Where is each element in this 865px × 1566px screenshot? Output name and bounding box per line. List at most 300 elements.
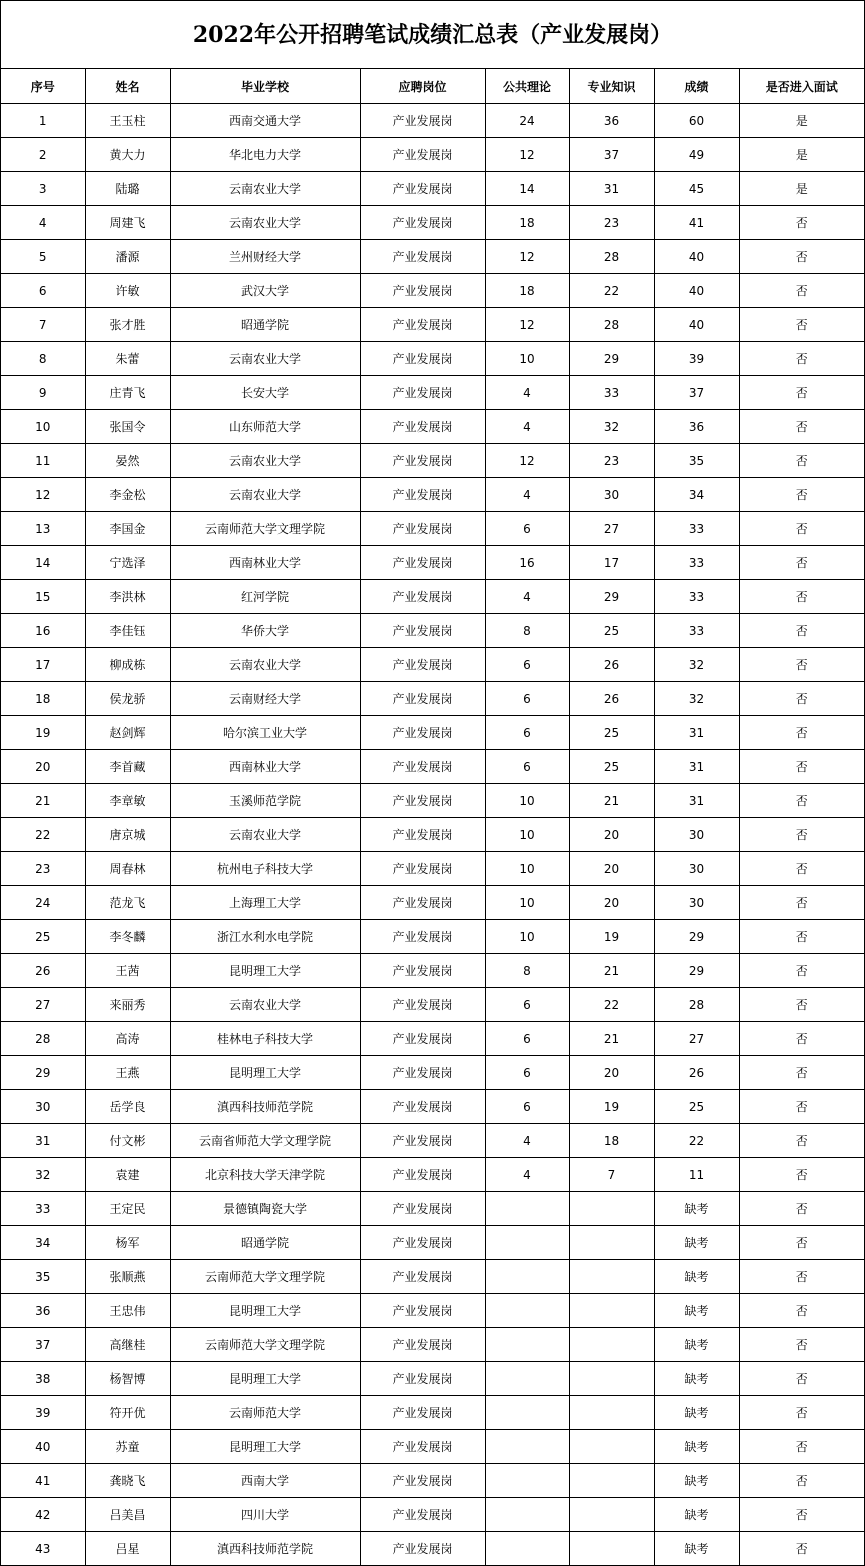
cell-no: 12 — [1, 478, 85, 512]
cell-interview: 否 — [739, 852, 864, 886]
cell-post: 产业发展岗 — [360, 240, 485, 274]
table-row — [1, 716, 864, 750]
cell-professional: 25 — [569, 716, 654, 750]
cell-no: 31 — [1, 1124, 85, 1158]
cell-interview: 否 — [739, 1226, 864, 1260]
cell-post: 产业发展岗 — [360, 682, 485, 716]
cell-post: 产业发展岗 — [360, 750, 485, 784]
table-row — [1, 444, 864, 478]
cell-school: 昭通学院 — [170, 1226, 360, 1260]
cell-public-theory: 6 — [485, 716, 569, 750]
cell-post: 产业发展岗 — [360, 886, 485, 920]
cell-interview: 是 — [739, 172, 864, 206]
cell-score: 30 — [654, 852, 739, 886]
cell-public-theory — [485, 1362, 569, 1396]
cell-professional — [569, 1260, 654, 1294]
cell-school: 云南农业大学 — [170, 988, 360, 1022]
cell-public-theory — [485, 1396, 569, 1430]
cell-interview: 否 — [739, 682, 864, 716]
cell-score: 29 — [654, 920, 739, 954]
cell-score: 30 — [654, 818, 739, 852]
cell-professional — [569, 1294, 654, 1328]
table-row — [1, 682, 864, 716]
cell-post: 产业发展岗 — [360, 1362, 485, 1396]
cell-school: 云南师范大学文理学院 — [170, 1328, 360, 1362]
cell-professional: 32 — [569, 410, 654, 444]
cell-school: 山东师范大学 — [170, 410, 360, 444]
cell-score: 32 — [654, 682, 739, 716]
cell-school: 云南农业大学 — [170, 342, 360, 376]
cell-professional: 18 — [569, 1124, 654, 1158]
cell-name: 黄大力 — [85, 138, 170, 172]
cell-school: 华北电力大学 — [170, 138, 360, 172]
cell-public-theory — [485, 1328, 569, 1362]
cell-school: 哈尔滨工业大学 — [170, 716, 360, 750]
cell-school: 云南师范大学文理学院 — [170, 512, 360, 546]
cell-score: 33 — [654, 614, 739, 648]
cell-school: 红河学院 — [170, 580, 360, 614]
cell-post: 产业发展岗 — [360, 1022, 485, 1056]
cell-no: 5 — [1, 240, 85, 274]
cell-no: 43 — [1, 1532, 85, 1566]
cell-score: 30 — [654, 886, 739, 920]
cell-no: 25 — [1, 920, 85, 954]
cell-post: 产业发展岗 — [360, 1192, 485, 1226]
cell-score: 缺考 — [654, 1328, 739, 1362]
cell-professional — [569, 1192, 654, 1226]
cell-post: 产业发展岗 — [360, 1328, 485, 1362]
cell-post: 产业发展岗 — [360, 580, 485, 614]
cell-professional: 21 — [569, 954, 654, 988]
cell-post: 产业发展岗 — [360, 444, 485, 478]
cell-no: 10 — [1, 410, 85, 444]
table-row — [1, 1396, 864, 1430]
cell-school: 滇西科技师范学院 — [170, 1090, 360, 1124]
cell-name: 杨智博 — [85, 1362, 170, 1396]
cell-score: 缺考 — [654, 1396, 739, 1430]
header-no: 序号 — [1, 69, 85, 104]
cell-school: 昆明理工大学 — [170, 1430, 360, 1464]
cell-public-theory: 16 — [485, 546, 569, 580]
cell-no: 2 — [1, 138, 85, 172]
cell-name: 宁选泽 — [85, 546, 170, 580]
table-body — [1, 104, 864, 1566]
cell-name: 陆璐 — [85, 172, 170, 206]
cell-school: 浙江水利水电学院 — [170, 920, 360, 954]
cell-name: 周建飞 — [85, 206, 170, 240]
cell-public-theory: 4 — [485, 478, 569, 512]
cell-professional — [569, 1226, 654, 1260]
table-row — [1, 1328, 864, 1362]
cell-post: 产业发展岗 — [360, 1056, 485, 1090]
cell-score: 39 — [654, 342, 739, 376]
cell-name: 吕美昌 — [85, 1498, 170, 1532]
table-row — [1, 546, 864, 580]
cell-no: 21 — [1, 784, 85, 818]
cell-score: 31 — [654, 716, 739, 750]
cell-post: 产业发展岗 — [360, 1464, 485, 1498]
cell-school: 滇西科技师范学院 — [170, 1532, 360, 1566]
cell-name: 苏童 — [85, 1430, 170, 1464]
cell-school: 景德镇陶瓷大学 — [170, 1192, 360, 1226]
cell-no: 38 — [1, 1362, 85, 1396]
cell-post: 产业发展岗 — [360, 1124, 485, 1158]
cell-interview: 否 — [739, 716, 864, 750]
cell-name: 周春林 — [85, 852, 170, 886]
cell-name: 高继桂 — [85, 1328, 170, 1362]
cell-no: 32 — [1, 1158, 85, 1192]
table-row — [1, 1260, 864, 1294]
cell-interview: 否 — [739, 580, 864, 614]
cell-name: 王玉柱 — [85, 104, 170, 138]
cell-score: 41 — [654, 206, 739, 240]
cell-professional: 20 — [569, 886, 654, 920]
cell-professional: 37 — [569, 138, 654, 172]
cell-no: 8 — [1, 342, 85, 376]
table-row — [1, 784, 864, 818]
cell-school: 玉溪师范学院 — [170, 784, 360, 818]
header-interview: 是否进入面试 — [739, 69, 864, 104]
cell-public-theory: 4 — [485, 1124, 569, 1158]
cell-name: 范龙飞 — [85, 886, 170, 920]
table-row — [1, 1532, 864, 1566]
cell-no: 9 — [1, 376, 85, 410]
cell-interview: 否 — [739, 648, 864, 682]
cell-post: 产业发展岗 — [360, 1430, 485, 1464]
cell-public-theory: 4 — [485, 580, 569, 614]
cell-professional: 28 — [569, 240, 654, 274]
cell-score: 缺考 — [654, 1498, 739, 1532]
page-title: 2022年公开招聘笔试成绩汇总表（产业发展岗） — [1, 1, 864, 69]
cell-school: 武汉大学 — [170, 274, 360, 308]
cell-name: 岳学良 — [85, 1090, 170, 1124]
table-row — [1, 1124, 864, 1158]
cell-name: 袁建 — [85, 1158, 170, 1192]
cell-score: 40 — [654, 274, 739, 308]
cell-no: 20 — [1, 750, 85, 784]
cell-name: 李首藏 — [85, 750, 170, 784]
cell-no: 30 — [1, 1090, 85, 1124]
cell-post: 产业发展岗 — [360, 1532, 485, 1566]
cell-professional: 21 — [569, 1022, 654, 1056]
table-row — [1, 138, 864, 172]
cell-post: 产业发展岗 — [360, 1260, 485, 1294]
cell-professional — [569, 1328, 654, 1362]
cell-name: 李佳钰 — [85, 614, 170, 648]
cell-public-theory — [485, 1192, 569, 1226]
cell-professional: 21 — [569, 784, 654, 818]
cell-public-theory: 6 — [485, 1090, 569, 1124]
cell-professional: 29 — [569, 342, 654, 376]
cell-interview: 否 — [739, 1260, 864, 1294]
cell-post: 产业发展岗 — [360, 1294, 485, 1328]
cell-no: 18 — [1, 682, 85, 716]
header-name: 姓名 — [85, 69, 170, 104]
cell-score: 缺考 — [654, 1226, 739, 1260]
cell-post: 产业发展岗 — [360, 138, 485, 172]
cell-score: 31 — [654, 750, 739, 784]
header-post: 应聘岗位 — [360, 69, 485, 104]
cell-public-theory: 10 — [485, 784, 569, 818]
cell-name: 李洪林 — [85, 580, 170, 614]
cell-name: 朱蕾 — [85, 342, 170, 376]
cell-name: 赵剑辉 — [85, 716, 170, 750]
cell-school: 杭州电子科技大学 — [170, 852, 360, 886]
cell-professional: 26 — [569, 648, 654, 682]
cell-professional: 29 — [569, 580, 654, 614]
cell-score: 40 — [654, 308, 739, 342]
cell-post: 产业发展岗 — [360, 206, 485, 240]
cell-post: 产业发展岗 — [360, 512, 485, 546]
cell-score: 35 — [654, 444, 739, 478]
cell-professional: 23 — [569, 206, 654, 240]
table-row — [1, 1464, 864, 1498]
table-row — [1, 1430, 864, 1464]
cell-no: 1 — [1, 104, 85, 138]
cell-name: 王忠伟 — [85, 1294, 170, 1328]
table-row — [1, 1294, 864, 1328]
cell-post: 产业发展岗 — [360, 784, 485, 818]
cell-no: 11 — [1, 444, 85, 478]
cell-no: 17 — [1, 648, 85, 682]
cell-name: 潘源 — [85, 240, 170, 274]
cell-interview: 否 — [739, 1430, 864, 1464]
cell-public-theory: 8 — [485, 614, 569, 648]
cell-public-theory: 4 — [485, 376, 569, 410]
cell-professional: 19 — [569, 920, 654, 954]
cell-no: 16 — [1, 614, 85, 648]
cell-score: 37 — [654, 376, 739, 410]
cell-public-theory: 10 — [485, 342, 569, 376]
cell-professional — [569, 1396, 654, 1430]
cell-post: 产业发展岗 — [360, 104, 485, 138]
cell-score: 33 — [654, 546, 739, 580]
cell-interview: 否 — [739, 1464, 864, 1498]
table-row — [1, 240, 864, 274]
cell-score: 22 — [654, 1124, 739, 1158]
cell-school: 云南师范大学文理学院 — [170, 1260, 360, 1294]
cell-professional: 26 — [569, 682, 654, 716]
cell-school: 昭通学院 — [170, 308, 360, 342]
cell-no: 23 — [1, 852, 85, 886]
cell-public-theory: 4 — [485, 410, 569, 444]
cell-school: 四川大学 — [170, 1498, 360, 1532]
table-row — [1, 1362, 864, 1396]
cell-name: 王定民 — [85, 1192, 170, 1226]
table-row — [1, 920, 864, 954]
cell-public-theory — [485, 1532, 569, 1566]
table-row — [1, 274, 864, 308]
cell-no: 29 — [1, 1056, 85, 1090]
cell-score: 缺考 — [654, 1362, 739, 1396]
cell-interview: 否 — [739, 1328, 864, 1362]
cell-score: 26 — [654, 1056, 739, 1090]
cell-professional: 25 — [569, 614, 654, 648]
table-row — [1, 852, 864, 886]
cell-professional: 17 — [569, 546, 654, 580]
cell-no: 33 — [1, 1192, 85, 1226]
cell-interview: 否 — [739, 376, 864, 410]
cell-no: 36 — [1, 1294, 85, 1328]
cell-public-theory: 6 — [485, 1022, 569, 1056]
cell-interview: 否 — [739, 1362, 864, 1396]
cell-interview: 否 — [739, 614, 864, 648]
cell-interview: 否 — [739, 1532, 864, 1566]
cell-interview: 否 — [739, 920, 864, 954]
table-row — [1, 342, 864, 376]
table-row — [1, 478, 864, 512]
cell-post: 产业发展岗 — [360, 1396, 485, 1430]
cell-public-theory: 6 — [485, 648, 569, 682]
cell-interview: 否 — [739, 1158, 864, 1192]
table-row — [1, 1022, 864, 1056]
cell-interview: 否 — [739, 988, 864, 1022]
cell-public-theory: 6 — [485, 988, 569, 1022]
cell-no: 35 — [1, 1260, 85, 1294]
cell-score: 缺考 — [654, 1294, 739, 1328]
cell-professional: 30 — [569, 478, 654, 512]
cell-professional: 28 — [569, 308, 654, 342]
cell-name: 付文彬 — [85, 1124, 170, 1158]
cell-no: 22 — [1, 818, 85, 852]
cell-public-theory: 14 — [485, 172, 569, 206]
cell-score: 缺考 — [654, 1430, 739, 1464]
cell-public-theory: 6 — [485, 750, 569, 784]
cell-interview: 否 — [739, 206, 864, 240]
cell-no: 40 — [1, 1430, 85, 1464]
cell-public-theory: 12 — [485, 138, 569, 172]
cell-no: 19 — [1, 716, 85, 750]
cell-post: 产业发展岗 — [360, 410, 485, 444]
cell-post: 产业发展岗 — [360, 988, 485, 1022]
header-row — [1, 69, 864, 104]
cell-score: 45 — [654, 172, 739, 206]
cell-school: 昆明理工大学 — [170, 954, 360, 988]
cell-score: 34 — [654, 478, 739, 512]
cell-school: 云南省师范大学文理学院 — [170, 1124, 360, 1158]
cell-name: 李金松 — [85, 478, 170, 512]
header-professional: 专业知识 — [569, 69, 654, 104]
cell-no: 4 — [1, 206, 85, 240]
table-row — [1, 648, 864, 682]
cell-professional: 20 — [569, 1056, 654, 1090]
cell-interview: 否 — [739, 750, 864, 784]
header-score: 成绩 — [654, 69, 739, 104]
cell-score: 28 — [654, 988, 739, 1022]
cell-interview: 是 — [739, 104, 864, 138]
cell-name: 张国令 — [85, 410, 170, 444]
table-row — [1, 1090, 864, 1124]
cell-post: 产业发展岗 — [360, 376, 485, 410]
cell-school: 云南师范大学 — [170, 1396, 360, 1430]
cell-score: 33 — [654, 512, 739, 546]
cell-public-theory: 6 — [485, 682, 569, 716]
table-row — [1, 410, 864, 444]
cell-score: 33 — [654, 580, 739, 614]
cell-score: 11 — [654, 1158, 739, 1192]
cell-school: 北京科技大学天津学院 — [170, 1158, 360, 1192]
cell-interview: 否 — [739, 1056, 864, 1090]
cell-no: 24 — [1, 886, 85, 920]
cell-name: 张顺燕 — [85, 1260, 170, 1294]
cell-public-theory — [485, 1464, 569, 1498]
cell-school: 华侨大学 — [170, 614, 360, 648]
cell-school: 西南交通大学 — [170, 104, 360, 138]
cell-school: 云南农业大学 — [170, 648, 360, 682]
cell-interview: 否 — [739, 308, 864, 342]
cell-post: 产业发展岗 — [360, 920, 485, 954]
table-row — [1, 750, 864, 784]
cell-score: 31 — [654, 784, 739, 818]
cell-public-theory: 10 — [485, 818, 569, 852]
cell-interview: 否 — [739, 1124, 864, 1158]
cell-interview: 否 — [739, 818, 864, 852]
cell-interview: 否 — [739, 546, 864, 580]
cell-school: 西南大学 — [170, 1464, 360, 1498]
table-row — [1, 206, 864, 240]
cell-post: 产业发展岗 — [360, 546, 485, 580]
cell-name: 高涛 — [85, 1022, 170, 1056]
cell-post: 产业发展岗 — [360, 716, 485, 750]
cell-school: 桂林电子科技大学 — [170, 1022, 360, 1056]
cell-school: 云南财经大学 — [170, 682, 360, 716]
cell-post: 产业发展岗 — [360, 1158, 485, 1192]
cell-post: 产业发展岗 — [360, 1090, 485, 1124]
cell-name: 龚晓飞 — [85, 1464, 170, 1498]
cell-school: 昆明理工大学 — [170, 1056, 360, 1090]
cell-professional — [569, 1464, 654, 1498]
cell-post: 产业发展岗 — [360, 1226, 485, 1260]
cell-post: 产业发展岗 — [360, 852, 485, 886]
cell-interview: 否 — [739, 1396, 864, 1430]
header-school: 毕业学校 — [170, 69, 360, 104]
cell-interview: 否 — [739, 342, 864, 376]
cell-public-theory — [485, 1226, 569, 1260]
cell-interview: 否 — [739, 886, 864, 920]
cell-score: 27 — [654, 1022, 739, 1056]
cell-public-theory: 10 — [485, 920, 569, 954]
cell-score: 缺考 — [654, 1464, 739, 1498]
cell-interview: 否 — [739, 954, 864, 988]
table-row — [1, 1498, 864, 1532]
cell-no: 41 — [1, 1464, 85, 1498]
cell-public-theory — [485, 1294, 569, 1328]
cell-score: 49 — [654, 138, 739, 172]
cell-interview: 否 — [739, 1498, 864, 1532]
table-row — [1, 614, 864, 648]
cell-name: 符开优 — [85, 1396, 170, 1430]
cell-professional: 20 — [569, 818, 654, 852]
table-row — [1, 308, 864, 342]
cell-interview: 否 — [739, 1192, 864, 1226]
cell-school: 兰州财经大学 — [170, 240, 360, 274]
table-row — [1, 954, 864, 988]
cell-interview: 否 — [739, 1294, 864, 1328]
cell-post: 产业发展岗 — [360, 308, 485, 342]
table-row — [1, 1226, 864, 1260]
cell-professional: 23 — [569, 444, 654, 478]
cell-interview: 否 — [739, 240, 864, 274]
cell-public-theory: 18 — [485, 274, 569, 308]
cell-school: 昆明理工大学 — [170, 1294, 360, 1328]
table-row — [1, 886, 864, 920]
cell-school: 长安大学 — [170, 376, 360, 410]
cell-interview: 否 — [739, 478, 864, 512]
header-public-theory: 公共理论 — [485, 69, 569, 104]
cell-post: 产业发展岗 — [360, 478, 485, 512]
cell-no: 42 — [1, 1498, 85, 1532]
cell-no: 28 — [1, 1022, 85, 1056]
